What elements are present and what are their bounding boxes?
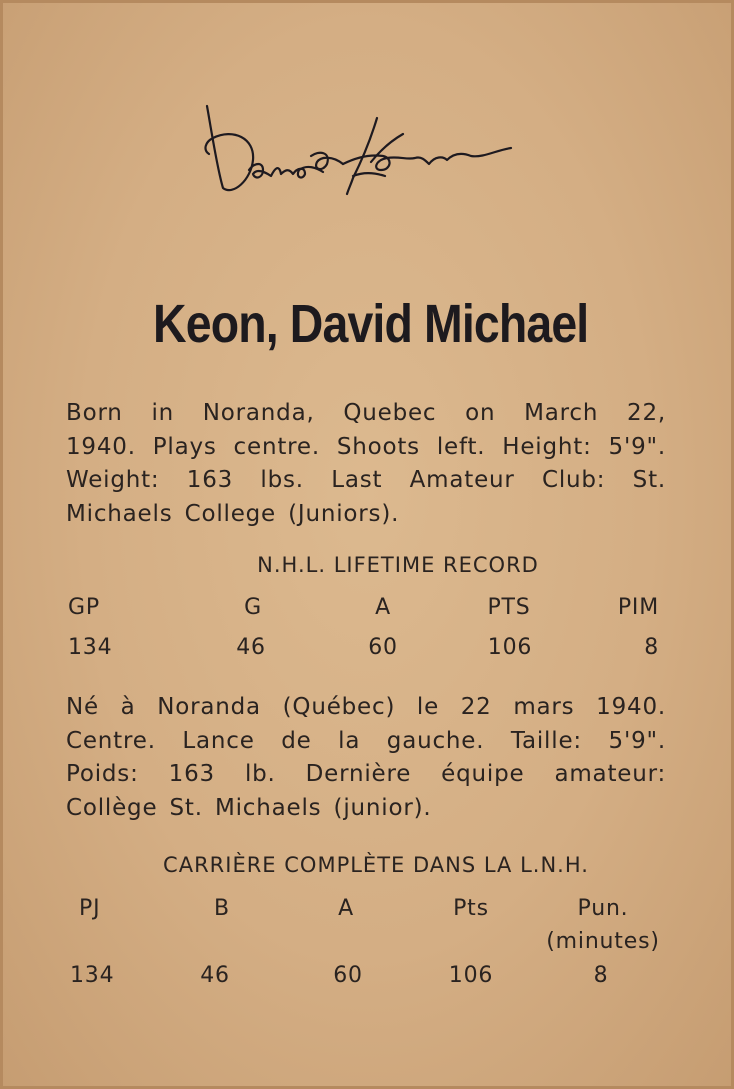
stat-header-pun: Pun. <box>577 896 629 921</box>
stat-header-a: A <box>375 595 391 620</box>
stat-value-b: 46 <box>200 963 230 988</box>
stat-value-pun: 8 <box>593 963 609 988</box>
nhl-record-title: N.H.L. LIFETIME RECORD <box>257 553 539 577</box>
stat-value-a: 60 <box>368 635 398 660</box>
stat-value-g: 46 <box>236 635 266 660</box>
stat-value-pts: 106 <box>487 635 533 660</box>
stat-header-a-fr: A <box>338 896 354 921</box>
lnh-record-title: CARRIÈRE COMPLÈTE DANS LA L.N.H. <box>163 853 589 877</box>
stat-header-b: B <box>214 896 230 921</box>
english-bio <box>66 397 666 531</box>
stat-header-gp: GP <box>68 595 100 620</box>
bio-line: Michaels College (Juniors). <box>66 500 400 527</box>
bio-line: Poids: 163 lb. Dernière équipe amateur: <box>66 761 666 787</box>
stat-header-g: G <box>244 595 262 620</box>
stat-value-a-fr: 60 <box>333 963 363 988</box>
bio-line: Né à Noranda (Québec) le 22 mars 1940. <box>66 694 666 720</box>
bio-line: 1940. Plays centre. Shoots left. Height: 5'9". <box>66 433 666 460</box>
bio-line: Centre. Lance de la gauche. Taille: 5'9". <box>66 727 666 754</box>
french-bio <box>66 691 666 825</box>
stat-value-pj: 134 <box>70 963 115 988</box>
player-signature <box>193 98 533 203</box>
bio-line: Collège St. Michaels (junior). <box>66 794 432 821</box>
stat-header-pj: PJ <box>79 896 101 921</box>
stat-value-gp: 134 <box>68 635 113 660</box>
stat-header-pim: PIM <box>617 595 659 620</box>
stat-header-pts-fr: Pts <box>453 896 489 921</box>
stat-value-pts-fr: 106 <box>448 963 494 988</box>
bio-line: Born in Noranda, Quebec on March 22, <box>66 400 666 426</box>
player-name: Keon, David Michael <box>153 294 589 354</box>
stat-header-pts: PTS <box>487 595 531 620</box>
stat-header-minutes: (minutes) <box>546 929 660 954</box>
stat-value-pim: 8 <box>644 635 659 660</box>
bio-line: Weight: 163 lbs. Last Amateur Club: St. <box>66 467 666 493</box>
